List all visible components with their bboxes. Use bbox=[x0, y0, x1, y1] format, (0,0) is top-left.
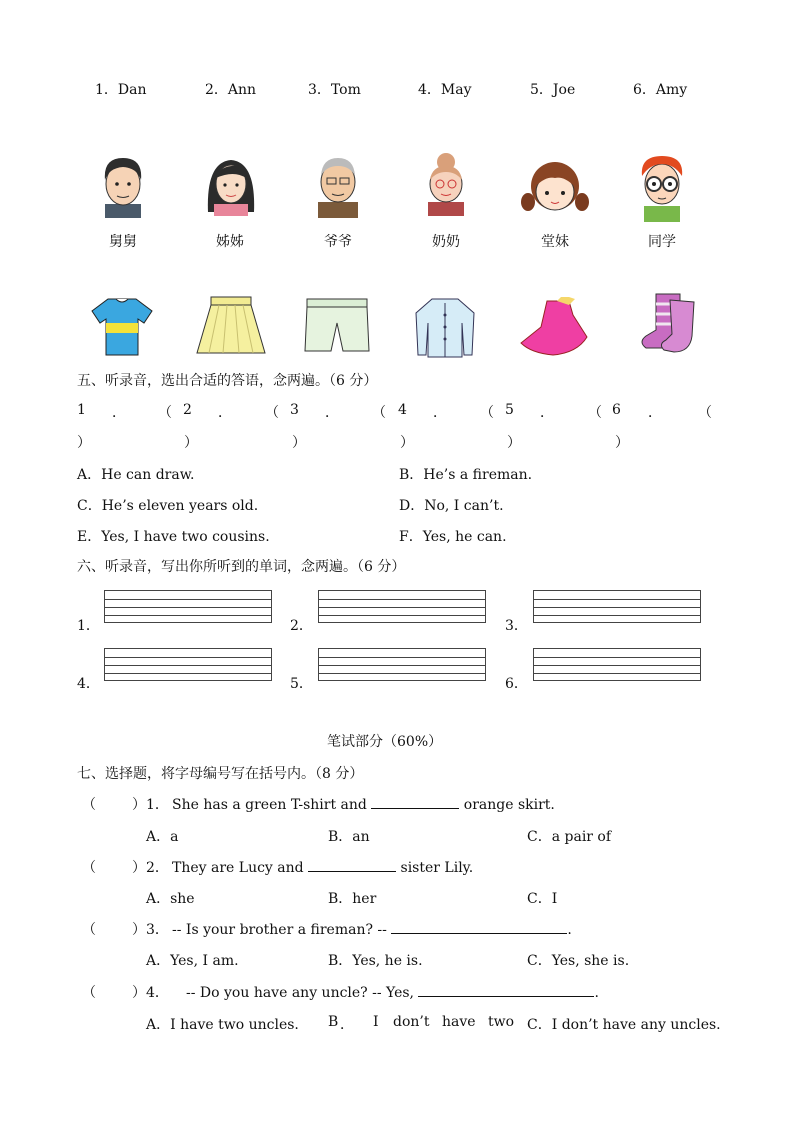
s5-option-c: C．He’s eleven years old. bbox=[77, 498, 259, 514]
s5-dot-1: ． bbox=[112, 405, 126, 421]
q4-option-b-part-6: two bbox=[488, 1014, 515, 1030]
s5-open-4[interactable]: （ bbox=[480, 405, 494, 421]
q2-option-c: C．I bbox=[527, 891, 558, 907]
student-name-1: 1．Dan bbox=[95, 82, 147, 98]
student-name-5: 5．Joe bbox=[530, 82, 576, 98]
q1-stem: She has a green T-shirt and orange skirt. bbox=[172, 794, 555, 813]
s5-close-1: ） bbox=[77, 435, 91, 451]
q2-stem: They are Lucy and sister Lily. bbox=[172, 857, 473, 876]
label-classmate: 同学 bbox=[648, 234, 676, 250]
q4-option-b-part-3: I bbox=[373, 1014, 379, 1030]
q3-stem: -- Is your brother a fireman? -- . bbox=[172, 919, 572, 938]
uncle-icon bbox=[93, 152, 153, 218]
section6-title: 六、听录音，写出你所听到的单词，念两遍。（6 分） bbox=[77, 559, 406, 575]
q1-option-b: B．an bbox=[328, 829, 370, 845]
s5-open-6[interactable]: （ bbox=[698, 405, 712, 421]
skirt-icon bbox=[195, 295, 267, 357]
s5-open-1[interactable]: （ bbox=[158, 405, 172, 421]
label-grandpa: 爷爷 bbox=[324, 234, 352, 250]
q2-number: ）2． bbox=[132, 860, 169, 876]
q1-answer-paren[interactable]: （ bbox=[82, 797, 96, 813]
s5-open-3[interactable]: （ bbox=[372, 405, 386, 421]
s5-dot-2: ． bbox=[218, 405, 232, 421]
s6-num-4: 4． bbox=[77, 676, 100, 692]
q4-answer-paren[interactable]: （ bbox=[82, 985, 96, 1001]
s6-num-1: 1． bbox=[77, 618, 100, 634]
q2-option-a: A．she bbox=[146, 891, 195, 907]
s5-open-5[interactable]: （ bbox=[588, 405, 602, 421]
s5-dot-4: ． bbox=[433, 405, 447, 421]
q4-option-a: A．I have two uncles. bbox=[146, 1017, 299, 1033]
q3-option-c: C．Yes, she is. bbox=[527, 953, 630, 969]
dress-icon bbox=[517, 297, 593, 357]
s5-num-4: 4 bbox=[398, 402, 407, 418]
s5-num-2: 2 bbox=[183, 402, 192, 418]
s5-dot-6: ． bbox=[648, 405, 662, 421]
q4-option-b-part-4: don’t bbox=[393, 1014, 430, 1030]
student-name-3: 3．Tom bbox=[308, 82, 361, 98]
s6-num-6: 6． bbox=[505, 676, 528, 692]
q2-answer-paren[interactable]: （ bbox=[82, 860, 96, 876]
s5-option-f: F．Yes, he can. bbox=[399, 529, 507, 545]
q4-blank[interactable] bbox=[418, 982, 594, 997]
tshirt-icon bbox=[90, 295, 154, 357]
label-grandma: 奶奶 bbox=[432, 234, 460, 250]
q4-stem: -- Do you have any uncle? -- Yes, . bbox=[186, 982, 599, 1001]
writing-box-2[interactable] bbox=[318, 590, 486, 623]
s5-close-4: ） bbox=[400, 435, 414, 451]
q4-option-b-part-1: B bbox=[328, 1014, 339, 1030]
s5-dot-3: ． bbox=[325, 405, 339, 421]
s5-num-3: 3 bbox=[290, 402, 299, 418]
q2-blank[interactable] bbox=[308, 857, 396, 872]
classmate-icon bbox=[632, 152, 692, 222]
s5-close-5: ） bbox=[507, 435, 521, 451]
q4-option-b-part-5: have bbox=[442, 1014, 476, 1030]
q4-option-b-part-2: ． bbox=[340, 1017, 354, 1033]
q3-number: ）3． bbox=[132, 922, 169, 938]
writing-box-5[interactable] bbox=[318, 648, 486, 681]
socks-icon bbox=[626, 290, 698, 356]
student-name-4: 4．May bbox=[418, 82, 472, 98]
s5-close-3: ） bbox=[292, 435, 306, 451]
writing-box-1[interactable] bbox=[104, 590, 272, 623]
s6-num-3: 3． bbox=[505, 618, 528, 634]
q3-option-b: B．Yes, he is. bbox=[328, 953, 423, 969]
s6-num-5: 5． bbox=[290, 676, 313, 692]
student-name-2: 2．Ann bbox=[205, 82, 257, 98]
q4-option-c: C．I don’t have any uncles. bbox=[527, 1017, 721, 1033]
shorts-icon bbox=[303, 297, 371, 353]
s5-num-5: 5 bbox=[505, 402, 514, 418]
q1-blank[interactable] bbox=[371, 794, 459, 809]
s5-option-e: E．Yes, I have two cousins. bbox=[77, 529, 270, 545]
q1-number: ）1． bbox=[132, 797, 169, 813]
q4-number: ）4． bbox=[132, 985, 169, 1001]
section7-title: 七、选择题，将字母编号写在括号内。（8 分） bbox=[77, 766, 364, 782]
q3-option-a: A．Yes, I am. bbox=[146, 953, 239, 969]
writing-box-3[interactable] bbox=[533, 590, 701, 623]
s5-num-6: 6 bbox=[612, 402, 621, 418]
grandma-icon bbox=[418, 152, 474, 216]
sister-icon bbox=[200, 152, 262, 216]
grandpa-icon bbox=[310, 152, 366, 218]
q1-option-c: C．a pair of bbox=[527, 829, 612, 845]
cousin-icon bbox=[518, 152, 592, 218]
written-part-title: 笔试部分（60%） bbox=[327, 734, 443, 750]
s5-option-d: D．No, I can’t. bbox=[399, 498, 504, 514]
q2-option-b: B．her bbox=[328, 891, 377, 907]
s5-num-1: 1 bbox=[77, 402, 86, 418]
q3-answer-paren[interactable]: （ bbox=[82, 922, 96, 938]
s5-close-2: ） bbox=[184, 435, 198, 451]
s5-dot-5: ． bbox=[540, 405, 554, 421]
label-cousin: 堂妹 bbox=[541, 234, 569, 250]
q1-option-a: A．a bbox=[146, 829, 179, 845]
label-sister: 姊姊 bbox=[216, 234, 244, 250]
s5-option-b: B．He’s a fireman. bbox=[399, 467, 533, 483]
s6-num-2: 2． bbox=[290, 618, 313, 634]
s5-option-a: A．He can draw. bbox=[77, 467, 195, 483]
q3-blank[interactable] bbox=[391, 919, 567, 934]
label-uncle: 舅舅 bbox=[109, 234, 137, 250]
s5-close-6: ） bbox=[615, 435, 629, 451]
writing-box-6[interactable] bbox=[533, 648, 701, 681]
s5-open-2[interactable]: （ bbox=[265, 405, 279, 421]
shirt-icon bbox=[414, 295, 476, 359]
student-name-6: 6．Amy bbox=[633, 82, 688, 98]
writing-box-4[interactable] bbox=[104, 648, 272, 681]
section5-title: 五、听录音，选出合适的答语，念两遍。（6 分） bbox=[77, 373, 378, 389]
